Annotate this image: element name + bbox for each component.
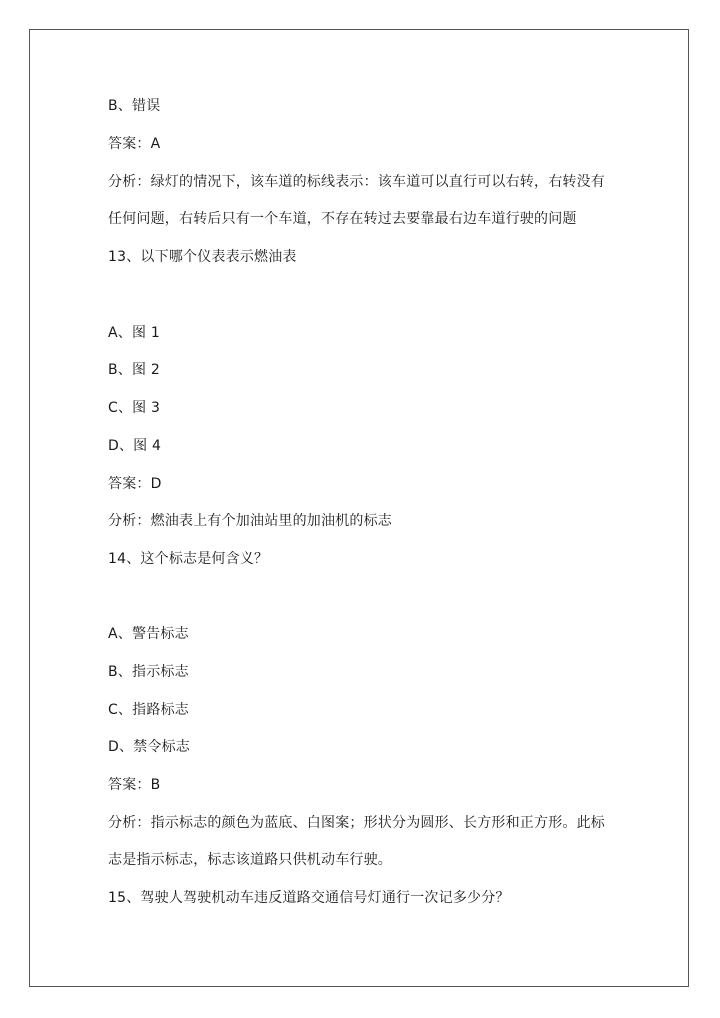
analysis-12-line-2: 任何问题，右转后只有一个车道，不存在转过去要靠最右边车道行驶的问题	[108, 211, 577, 227]
analysis-14-line-1: 分析：指示标志的颜色为蓝底、白图案；形状分为圆形、长方形和正方形。此标	[108, 815, 605, 831]
analysis-13: 分析：燃油表上有个加油站里的加油机的标志	[108, 513, 392, 529]
q14-option-b: B、指示标志	[108, 664, 189, 680]
q14-option-d: D、禁令标志	[108, 739, 190, 755]
option-b-wrong: B、错误	[108, 98, 161, 114]
q14-option-c: C、指路标志	[108, 702, 189, 718]
question-15: 15、驾驶人驾驶机动车违反道路交通信号灯通行一次记多少分？	[108, 890, 510, 906]
q14-option-a: A、警告标志	[108, 626, 189, 642]
q13-option-b: B、图 2	[108, 362, 160, 378]
answer-14: 答案：B	[108, 777, 161, 793]
question-13: 13、以下哪个仪表表示燃油表	[108, 249, 297, 265]
q13-option-d: D、图 4	[108, 438, 162, 454]
q13-option-a: A、图 1	[108, 325, 160, 341]
answer-13: 答案：D	[108, 476, 162, 492]
analysis-14-line-2: 志是指示标志，标志该道路只供机动车行驶。	[108, 852, 392, 868]
answer-12: 答案：A	[108, 136, 161, 152]
analysis-12-line-1: 分析：绿灯的情况下，该车道的标线表示：该车道可以直行可以右转，右转没有	[108, 174, 605, 190]
question-14: 14、这个标志是何含义？	[108, 551, 269, 567]
q13-option-c: C、图 3	[108, 400, 161, 416]
